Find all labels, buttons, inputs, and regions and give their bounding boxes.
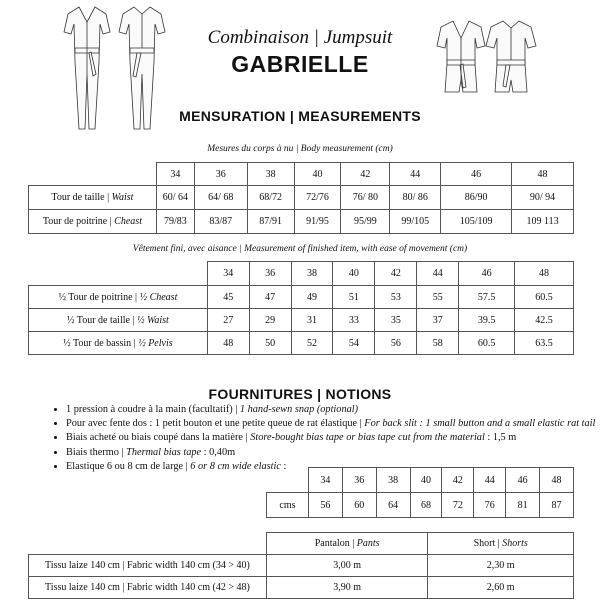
- table-corner: [29, 163, 157, 186]
- cell: 56: [375, 332, 417, 355]
- cell: 39.5: [459, 309, 515, 332]
- cell: 47: [249, 286, 291, 309]
- table-row: [29, 577, 574, 599]
- cell: 37: [417, 309, 459, 332]
- cell: 51: [333, 286, 375, 309]
- size-header: 48: [515, 262, 574, 286]
- cell: 87/91: [247, 210, 294, 234]
- cell: 76: [474, 493, 506, 518]
- cell: 52: [291, 332, 333, 355]
- cell: 64/ 68: [194, 186, 247, 210]
- size-header: 48: [512, 163, 574, 186]
- cell: 29: [249, 309, 291, 332]
- cell: 50: [249, 332, 291, 355]
- cell: 83/87: [194, 210, 247, 234]
- cell: 54: [333, 332, 375, 355]
- row-label: Tissu laize 140 cm | Fabric width 140 cm (34 > 40): [29, 555, 267, 577]
- size-header: 44: [474, 468, 506, 493]
- cell: 81: [506, 493, 540, 518]
- size-header: 38: [291, 262, 333, 286]
- elastic-table: [266, 467, 574, 518]
- table-row: [29, 332, 574, 355]
- list-item: • Elastique 6 ou 8 cm de large | 6 or 8 cm wide elastic :: [66, 460, 600, 474]
- size-header: 42: [375, 262, 417, 286]
- cell: 87: [540, 493, 574, 518]
- size-header: 42: [442, 468, 474, 493]
- table-row: [29, 309, 574, 332]
- size-header: 40: [333, 262, 375, 286]
- table-row: [29, 555, 574, 577]
- cell: 91/95: [294, 210, 341, 234]
- size-header: 46: [506, 468, 540, 493]
- cell: 2,30 m: [428, 555, 574, 577]
- cell: 3,90 m: [266, 577, 428, 599]
- size-header: 44: [417, 262, 459, 286]
- finished-measurement-table: [28, 261, 574, 355]
- size-header: 36: [249, 262, 291, 286]
- row-label: Tour de poitrine | Cheast: [29, 210, 157, 234]
- cell: 99/105: [390, 210, 441, 234]
- subtitle: Combinaison | Jumpsuit: [207, 27, 393, 48]
- column-header-shorts: Short | Shorts: [428, 533, 574, 555]
- section-heading-notions: FOURNITURES | NOTIONS: [208, 386, 392, 402]
- cell: 90/ 94: [512, 186, 574, 210]
- size-header: 40: [294, 163, 341, 186]
- finished-table-caption: Vêtement fini, avec aisance | Measurement of finished item, with ease of movement (cm): [132, 244, 468, 254]
- cell: 95/99: [341, 210, 390, 234]
- cell: 72/76: [294, 186, 341, 210]
- cell: 57.5: [459, 286, 515, 309]
- row-label: ½ Tour de bassin | ½ Pelvis: [29, 332, 208, 355]
- cell: 35: [375, 309, 417, 332]
- list-item: • Pour avec fente dos : 1 petit bouton et une petite queue de rat élastique | For back slit : 1 small button and a small elastic rat tail: [66, 417, 600, 431]
- cell: 55: [417, 286, 459, 309]
- cell: 105/109: [441, 210, 512, 234]
- column-header-pants: Pantalon | Pants: [266, 533, 428, 555]
- cell: 86/90: [441, 186, 512, 210]
- cell: 109 113: [512, 210, 574, 234]
- list-item: • Biais thermo | Thermal bias tape : 0,40m: [66, 446, 600, 460]
- cell: 60: [342, 493, 376, 518]
- table-row: [267, 493, 574, 518]
- list-item: • 1 pression à coudre à la main (facultatif) | 1 hand-sewn snap (optional): [66, 403, 600, 417]
- cell: 63.5: [515, 332, 574, 355]
- cell: 60.5: [459, 332, 515, 355]
- cell: 33: [333, 309, 375, 332]
- body-measurement-table: [28, 162, 574, 234]
- cell: 27: [207, 309, 249, 332]
- page-title: GABRIELLE: [231, 51, 369, 77]
- notions-list: [30, 403, 600, 474]
- section-heading-measurements: MENSURATION | MEASUREMENTS: [179, 108, 421, 124]
- size-header: 48: [540, 468, 574, 493]
- size-header: 36: [342, 468, 376, 493]
- cell: 60.5: [515, 286, 574, 309]
- table-row: [29, 286, 574, 309]
- table-corner: [267, 468, 309, 493]
- cell: 53: [375, 286, 417, 309]
- cell: 64: [376, 493, 410, 518]
- size-header: 38: [247, 163, 294, 186]
- size-header: 34: [207, 262, 249, 286]
- list-item: • Biais acheté ou biais coupé dans la matière | Store-bought bias tape or bias tape cut from the material : 1,5 m: [66, 431, 600, 445]
- cell: 56: [308, 493, 342, 518]
- cell: 48: [207, 332, 249, 355]
- table-row: [29, 210, 574, 234]
- cell: 80/ 86: [390, 186, 441, 210]
- cell: 79/83: [156, 210, 194, 234]
- table-row: [29, 186, 574, 210]
- size-header: 46: [459, 262, 515, 286]
- cell: 76/ 80: [341, 186, 390, 210]
- cell: 45: [207, 286, 249, 309]
- cell: 58: [417, 332, 459, 355]
- cell: 3,00 m: [266, 555, 428, 577]
- table-corner: [29, 533, 267, 555]
- size-header: 46: [441, 163, 512, 186]
- row-label: ½ Tour de taille | ½ Waist: [29, 309, 208, 332]
- row-label: cms: [267, 493, 309, 518]
- size-header: 44: [390, 163, 441, 186]
- cell: 31: [291, 309, 333, 332]
- size-header: 42: [341, 163, 390, 186]
- cell: 49: [291, 286, 333, 309]
- cell: 68: [410, 493, 442, 518]
- fabric-table: [28, 532, 574, 599]
- row-label: Tour de taille | Waist: [29, 186, 157, 210]
- cell: 42.5: [515, 309, 574, 332]
- size-header: 34: [156, 163, 194, 186]
- body-table-caption: Mesures du corps à nu | Body measurement (cm): [207, 144, 393, 154]
- cell: 72: [442, 493, 474, 518]
- cell: 2,60 m: [428, 577, 574, 599]
- size-header: 36: [194, 163, 247, 186]
- row-label: Tissu laize 140 cm | Fabric width 140 cm (42 > 48): [29, 577, 267, 599]
- table-corner: [29, 262, 208, 286]
- size-header: 34: [308, 468, 342, 493]
- cell: 68/72: [247, 186, 294, 210]
- size-header: 38: [376, 468, 410, 493]
- cell: 60/ 64: [156, 186, 194, 210]
- row-label: ½ Tour de poitrine | ½ Cheast: [29, 286, 208, 309]
- size-header: 40: [410, 468, 442, 493]
